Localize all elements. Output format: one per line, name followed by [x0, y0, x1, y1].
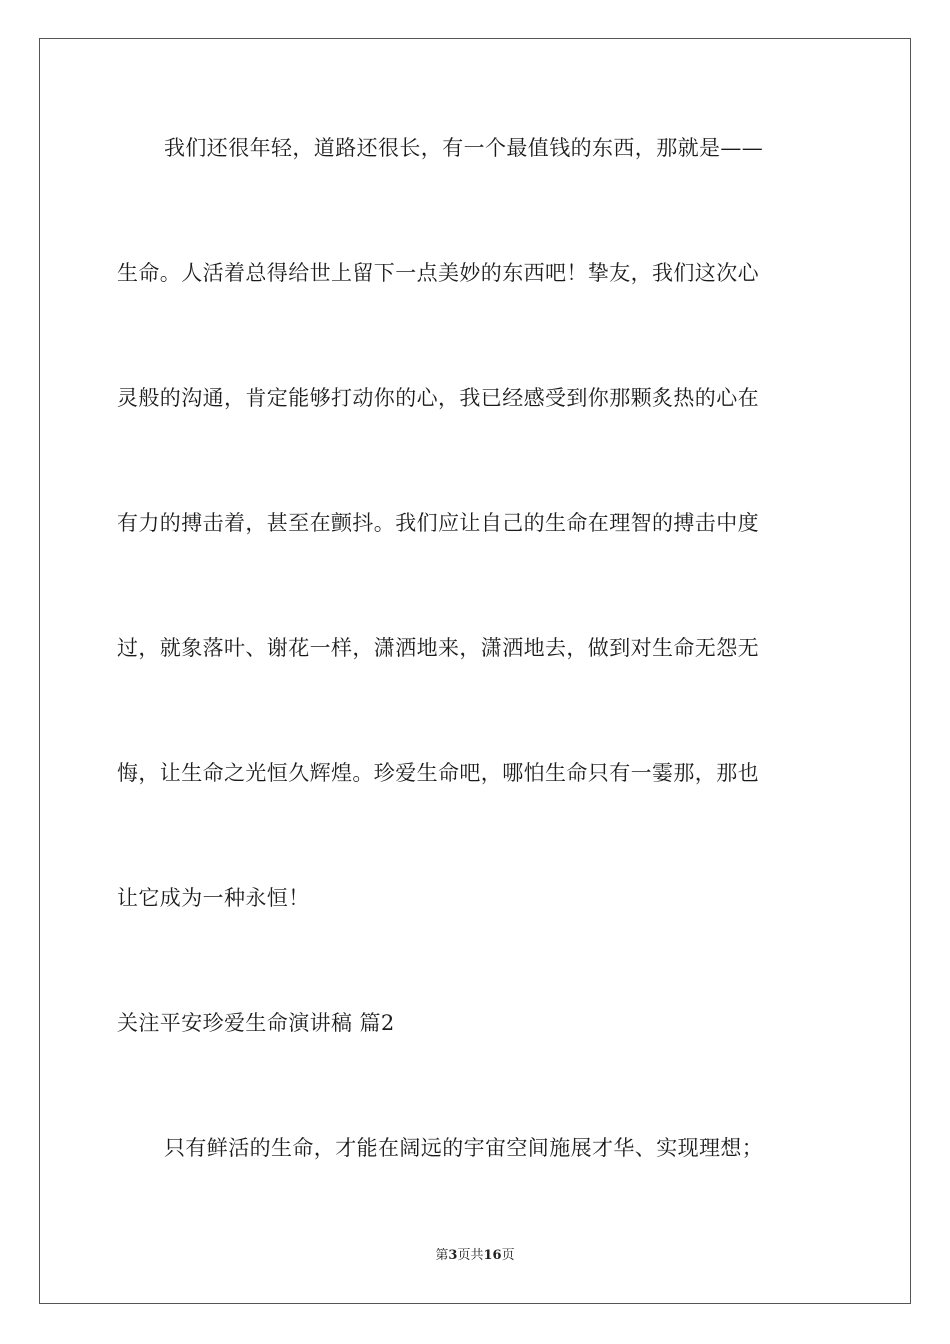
section-heading: 关注平安珍爱生命演讲稿 篇2: [117, 1011, 395, 1035]
total-prefix: 共: [470, 1248, 484, 1263]
body-line-5: 过，就象落叶、谢花一样，潇洒地来，潇洒地去，做到对生命无怨无: [117, 636, 759, 660]
page-number: 3: [448, 1248, 458, 1263]
section-first-line: 只有鲜活的生命，才能在阔远的宇宙空间施展才华、实现理想；: [164, 1136, 764, 1160]
page-footer: [0, 1246, 950, 1266]
body-line-2: 生命。人活着总得给世上留下一点美妙的东西吧！挚友，我们这次心: [117, 261, 759, 285]
body-line-7: 让它成为一种永恒！: [117, 886, 310, 910]
body-line-3: 灵般的沟通，肯定能够打动你的心，我已经感受到你那颗炙热的心在: [117, 386, 759, 410]
page-suffix: 页: [457, 1248, 471, 1263]
page-frame: [39, 38, 911, 1304]
body-line-6: 悔，让生命之光恒久辉煌。珍爱生命吧，哪怕生命只有一霎那，那也: [117, 761, 759, 785]
total-suffix: 页: [501, 1248, 515, 1263]
page-prefix: 第: [435, 1248, 449, 1263]
total-pages: 16: [483, 1248, 502, 1263]
body-line-1: 我们还很年轻，道路还很长，有一个最值钱的东西，那就是——: [164, 136, 764, 160]
body-line-4: 有力的搏击着，甚至在颤抖。我们应让自己的生命在理智的搏击中度: [117, 511, 759, 535]
